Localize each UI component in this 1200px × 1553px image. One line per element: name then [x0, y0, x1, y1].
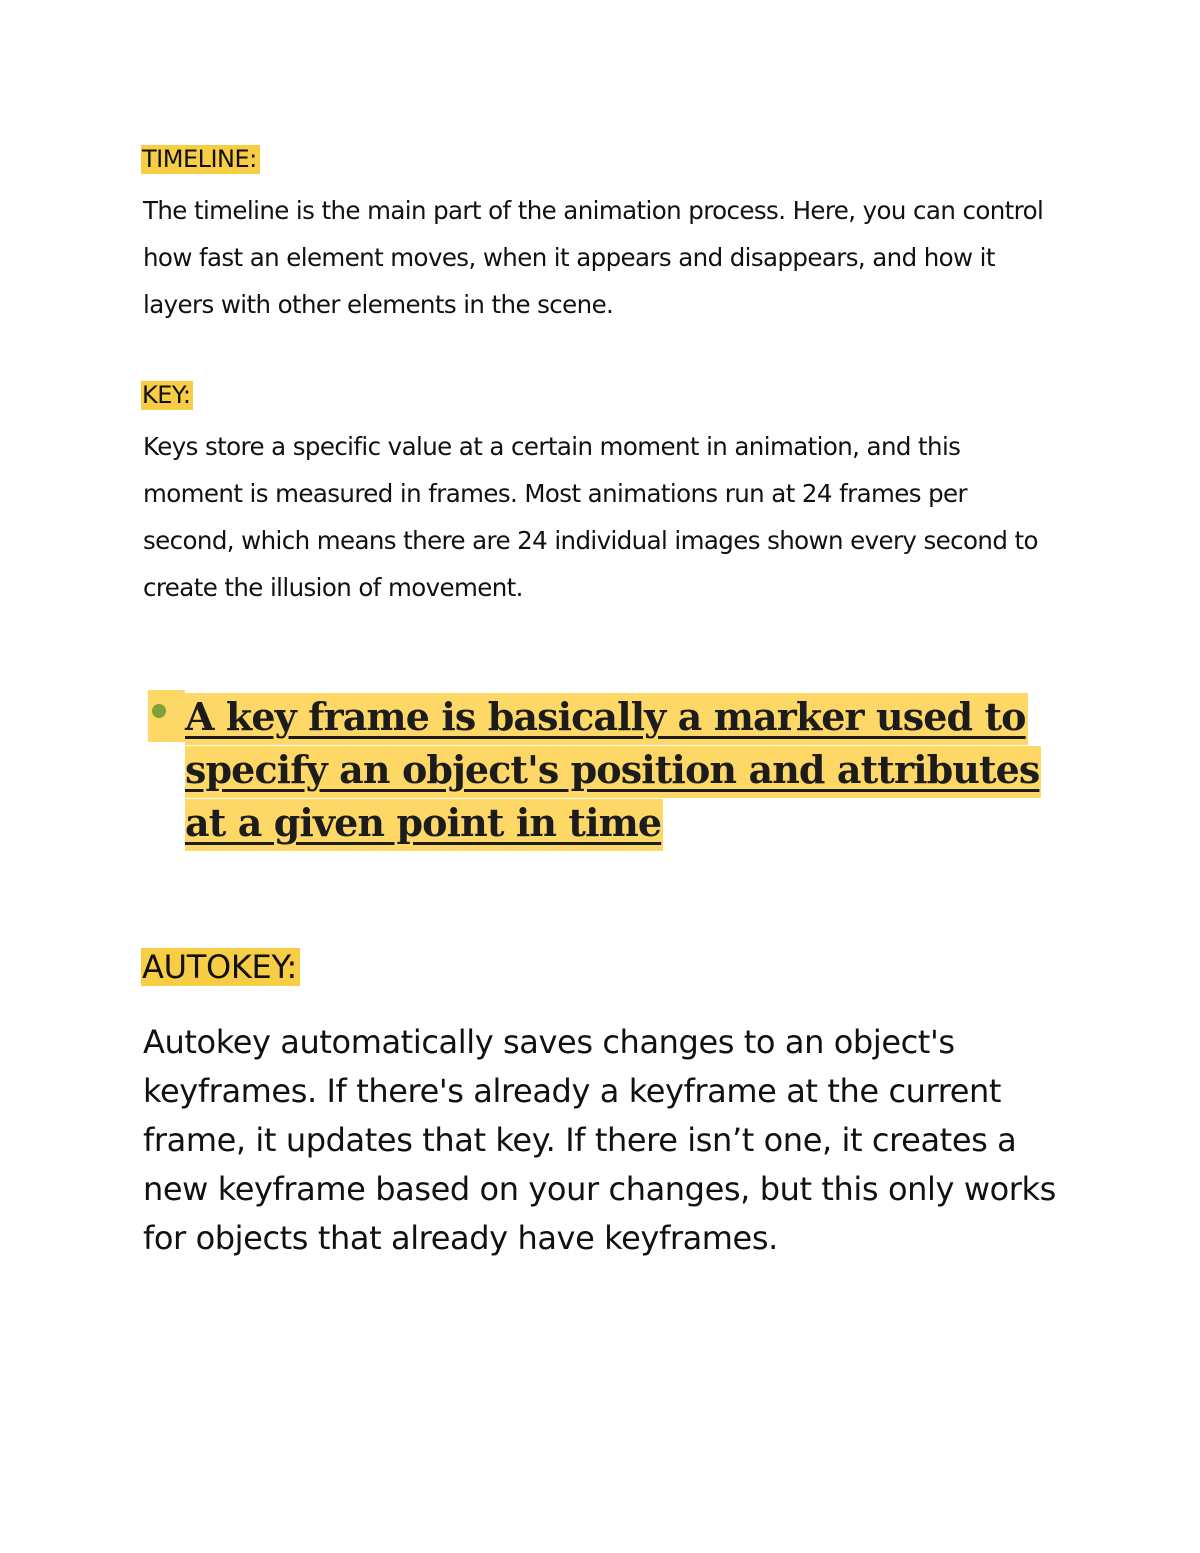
timeline-heading: TIMELINE:: [141, 145, 260, 174]
bullet-dot-icon: [152, 704, 166, 718]
timeline-paragraph: The timeline is the main part of the animation process. Here, you can control how fast an element moves, when it appears and disappears, and how it layers with other elements in the scene.: [143, 196, 1044, 319]
key-heading: KEY:: [141, 381, 193, 410]
autokey-paragraph: Autokey automatically saves changes to an object's keyframes. If there's already a keyframe at the current frame, it updates that key. If there isn’t one, it creates a new keyframe based on your changes, but this only works for objects that already have keyframes.: [143, 1023, 1056, 1257]
bullet-highlight: [148, 690, 185, 742]
key-paragraph: Keys store a specific value at a certain moment in animation, and this moment is measured in frames. Most animations run at 24 frames per second, which means there are 24 individual images shown every second to create the illusion of movement.: [143, 432, 1038, 602]
keyframe-definition: [185, 690, 1045, 849]
keyframe-definition-text: A key frame is basically a marker used to specify an object's position and attributes at a given point in time: [185, 693, 1041, 851]
autokey-heading: AUTOKEY:: [141, 948, 300, 986]
